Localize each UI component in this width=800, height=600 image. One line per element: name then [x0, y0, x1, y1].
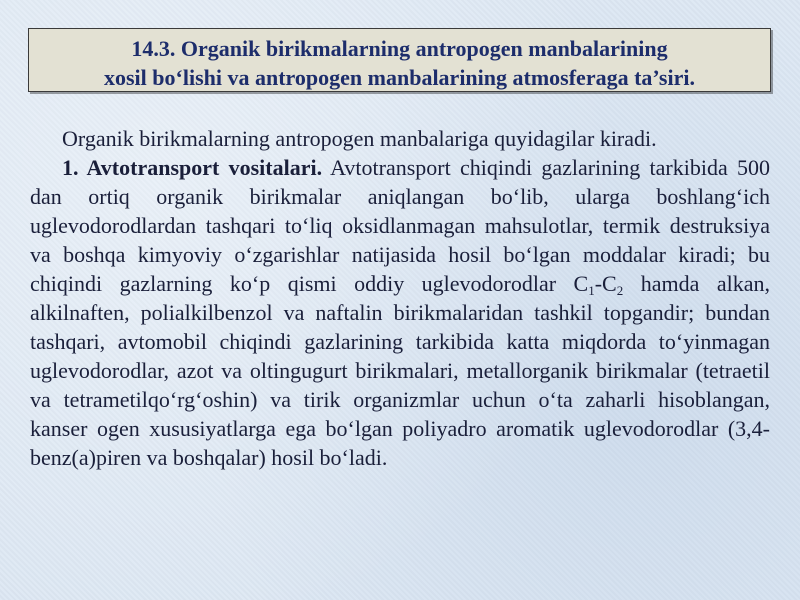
carbon-subscript-1: 1: [588, 283, 595, 298]
carbon-subscript-2: 2: [616, 283, 624, 298]
item-1-paragraph: [30, 153, 770, 472]
section-title-box: [28, 28, 771, 92]
section-title-line-1: 14.3. Organik birikmalarning antropogen manbalarining: [131, 36, 668, 61]
item-1-text-a: Avtotransport chiqindi gazlarining tarkibida 500 dan ortiq organik birikmalar aniqlangan bo‘lib, ularga boshlang‘ich uglevodorodlardan tashqari to‘liq oksidlanmagan mahsulotlar, termik destruksiya va boshqa kimyoviy o‘zgarishlar natijasida hosil bo‘lgan moddalar kiradi; bu chiqindi gazlarning ko‘p qismi oddiy uglevodorodlar C: [30, 155, 770, 296]
item-1-heading: 1. Avtotransport vositalari.: [62, 155, 323, 180]
item-1-formula-mid: -C: [594, 271, 617, 296]
section-title-line-2: xosil bo‘lishi va antropogen manbalarining atmosferaga ta’siri.: [104, 65, 695, 90]
item-1-text-b: hamda alkan, alkilnaften, polialkilbenzol va naftalin birikmalaridan tashkil topgandir; bundan tashqari, avtomobil chiqindi gazlarining tarkibida katta miqdorda to‘yinmagan uglevodorodlar, azot va oltingugurt birikmalari, metallorganik birikmalar (tetraetil va tetrametilqo‘rg‘oshin) va tirik organizmlar uchun o‘ta zaharli hisoblangan, kanser ogen xususiyatlarga ega bo‘lgan poliyadro aromatik uglevodorodlar (3,4-benz(a)piren va boshqalar) hosil bo‘ladi.: [30, 271, 770, 470]
document-body: [30, 124, 770, 472]
intro-paragraph: Organik birikmalarning antropogen manbalariga quyidagilar kiradi.: [62, 126, 657, 151]
